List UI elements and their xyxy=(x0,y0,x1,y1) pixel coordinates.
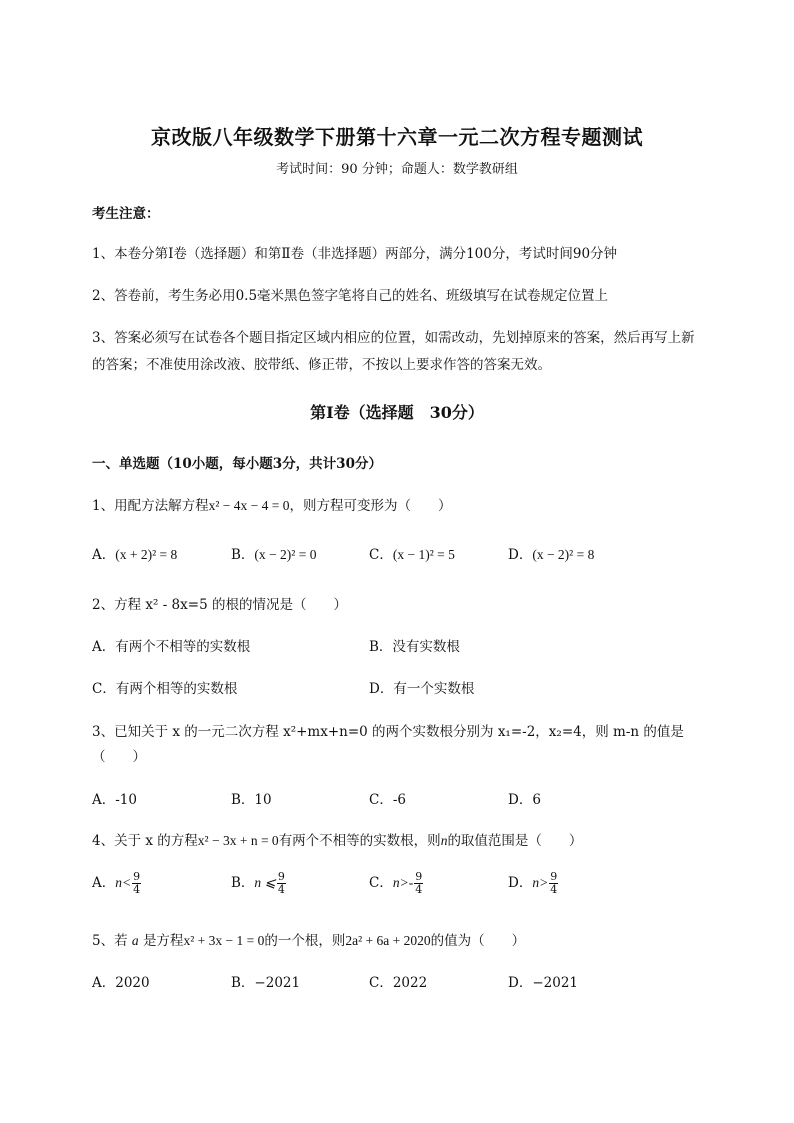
q4-option-b[interactable]: B．n ⩽ $\frac{9}{4}$ xyxy=(231,870,285,896)
q5-equation: x² + 3x − 1 = 0 xyxy=(183,933,265,948)
notice-item-2: 2、答卷前，考生务必用0.5毫米黑色签字笔将自己的姓名、班级填写在试卷规定位置上 xyxy=(92,288,609,304)
fraction: $\frac{9}{4}$ xyxy=(550,870,558,896)
q3-option-b[interactable]: B．10 xyxy=(231,792,272,808)
q1-option-b[interactable]: B．(x − 2)² = 0 xyxy=(231,547,317,563)
question-3-line1: 3、已知关于 x 的一元二次方程 x²+mx+n=0 的两个实数根分别为 x₁=-2，x₂=4，则 m-n 的值是 xyxy=(92,724,684,740)
q2-option-b[interactable]: B．没有实数根 xyxy=(369,639,460,655)
q1-option-a[interactable]: A．(x + 2)² = 8 xyxy=(92,547,178,563)
q5-option-c[interactable]: C．2022 xyxy=(369,975,428,991)
fraction: $\frac{9}{4}$ xyxy=(133,870,141,896)
q1-option-d[interactable]: D．(x − 2)² = 8 xyxy=(508,547,595,563)
question-1 xyxy=(92,494,451,514)
q5-option-a[interactable]: A．2020 xyxy=(92,975,150,991)
question-5: 5、若 a 是方程x² + 3x − 1 = 0的一个根，则2a² + 6a + 2020的值为（ ） xyxy=(92,933,526,949)
q3-option-c[interactable]: C．-6 xyxy=(369,792,406,808)
fraction: $\frac{9}{4}$ xyxy=(415,870,423,896)
q5-option-b[interactable]: B．−2021 xyxy=(231,975,301,991)
question-2: 2、方程 x² - 8x=5 的根的情况是（ ） xyxy=(92,597,347,613)
q4-equation: x² − 3x + n = 0 xyxy=(197,833,279,848)
document-title: 京改版八年级数学下册第十六章一元二次方程专题测试 xyxy=(151,125,643,149)
notice-item-3: 3、答案必须写在试卷各个题目指定区域内相应的位置，如需改动，先划掉原来的答案，然后再写上新 xyxy=(92,330,695,346)
q2-option-a[interactable]: A．有两个不相等的实数根 xyxy=(92,639,251,655)
q2-option-d[interactable]: D．有一个实数根 xyxy=(369,681,475,697)
notice-item-1: 1、本卷分第I卷（选择题）和第Ⅱ卷（非选择题）两部分，满分100分，考试时间90分钟 xyxy=(92,246,618,262)
q1-equation: x² − 4x − 4 = 0 xyxy=(208,498,290,513)
q5-expression: 2a² + 6a + 2020 xyxy=(345,933,431,948)
question-3-line2: （ ） xyxy=(92,749,146,765)
part-title: 第I卷（选择题 30分） xyxy=(310,403,484,422)
q1-option-c[interactable]: C．(x − 1)² = 5 xyxy=(369,547,455,563)
question-4: 4、关于 x 的方程x² − 3x + n = 0有两个不相等的实数根，则n的取值范围是（ ） xyxy=(92,833,583,849)
q3-option-a[interactable]: A．-10 xyxy=(92,792,137,808)
q4-option-d[interactable]: D．n> $\frac{9}{4}$ xyxy=(508,870,558,896)
q4-option-a[interactable]: A．n< $\frac{9}{4}$ xyxy=(92,870,141,896)
section-heading: 一、单选题（10小题，每小题3分，共计30分） xyxy=(92,456,382,472)
q5-option-d[interactable]: D．−2021 xyxy=(508,975,578,991)
q2-option-c[interactable]: C．有两个相等的实数根 xyxy=(92,681,238,697)
notice-heading: 考生注意： xyxy=(92,206,160,222)
q3-option-d[interactable]: D．6 xyxy=(508,792,541,808)
q1-suffix: ，则方程可变形为（ ） xyxy=(289,498,452,514)
q4-option-c[interactable]: C．n>- $\frac{9}{4}$ xyxy=(369,870,423,896)
notice-item-3-cont: 的答案；不准使用涂改液、胶带纸、修正带，不按以上要求作答的答案无效。 xyxy=(92,357,551,373)
document-subtitle: 考试时间：90 分钟；命题人：数学教研组 xyxy=(276,162,518,177)
q1-prefix: 1、用配方法解方程 xyxy=(92,498,209,514)
fraction: $\frac{9}{4}$ xyxy=(277,870,285,896)
